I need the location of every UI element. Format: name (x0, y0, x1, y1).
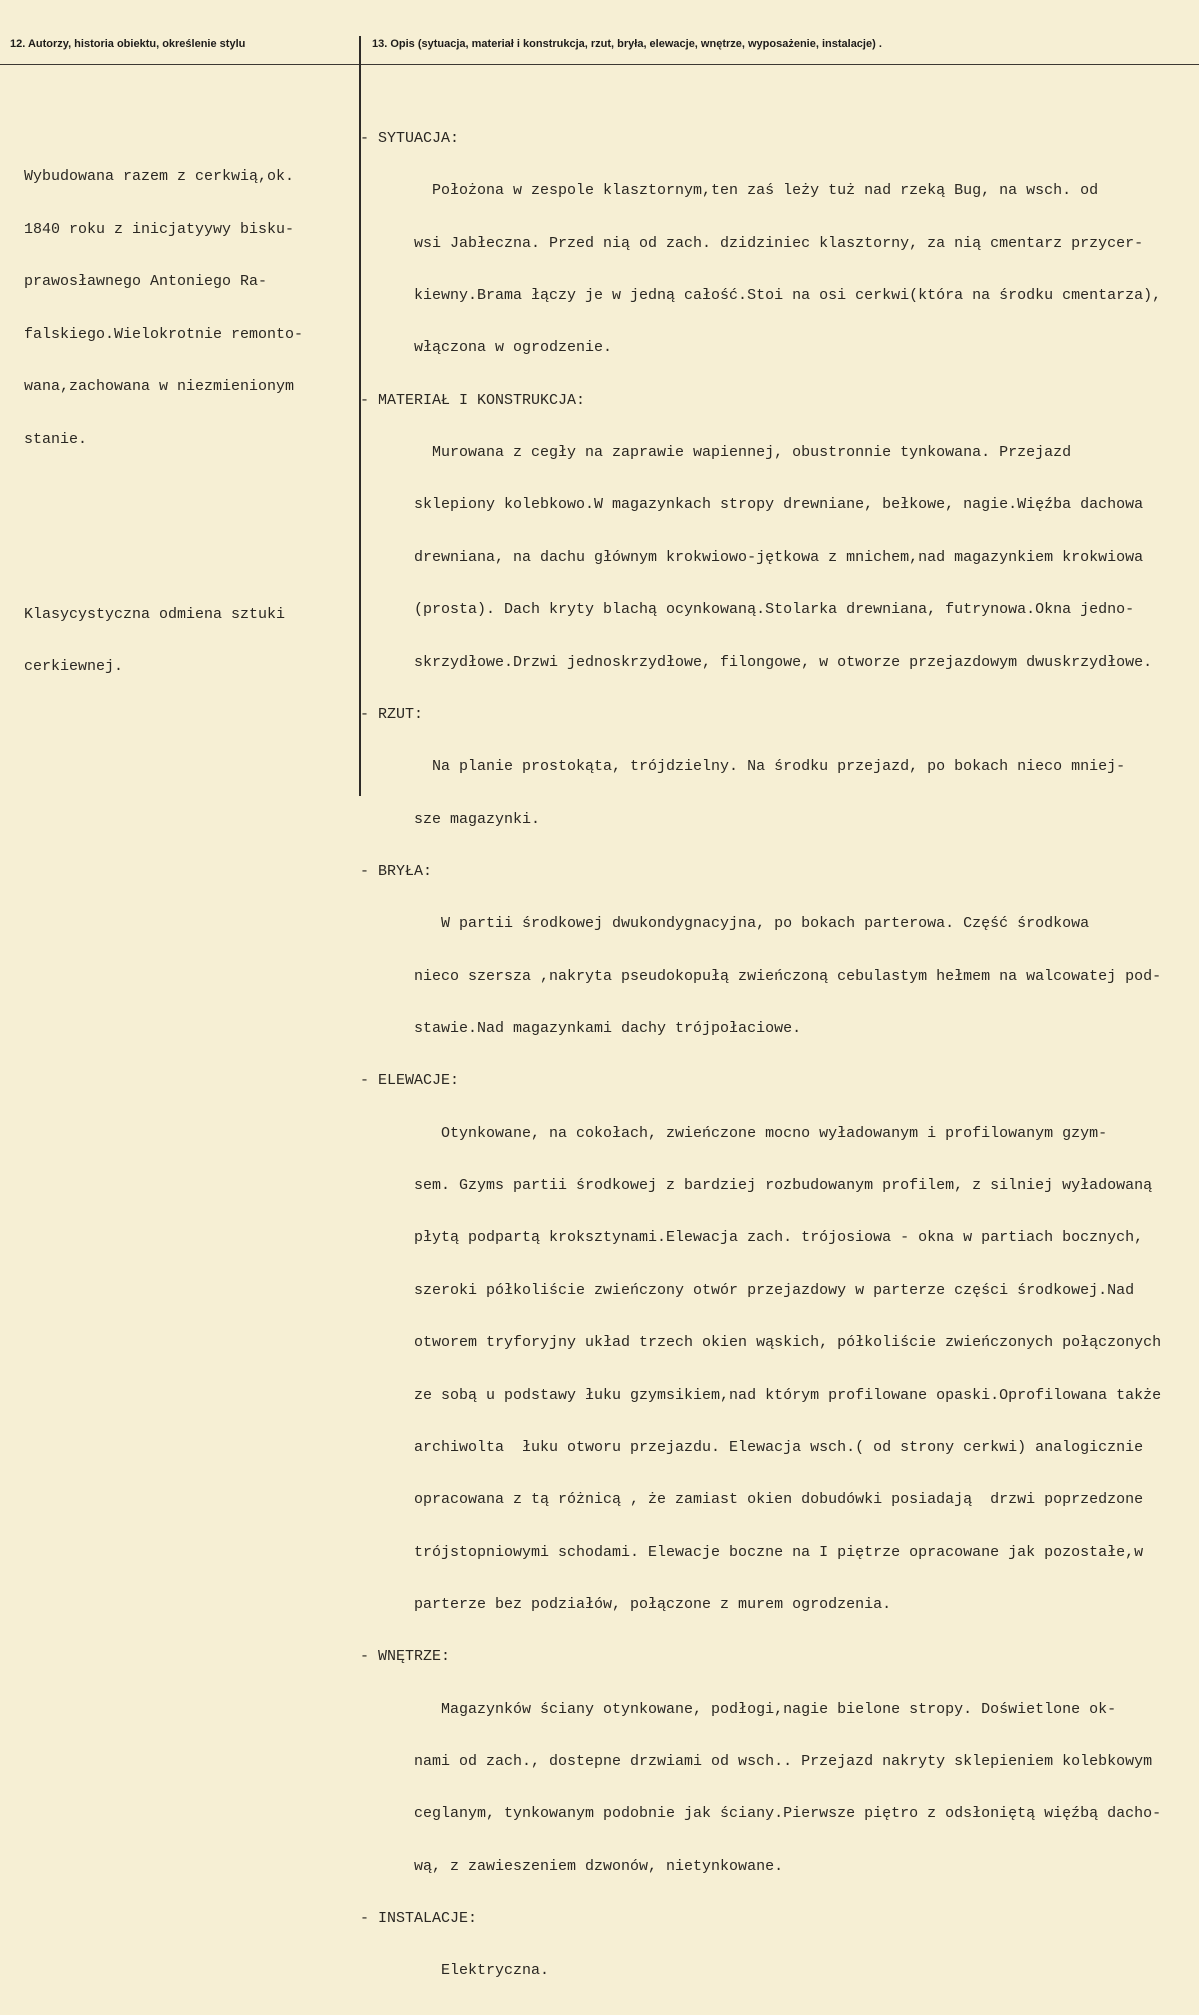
text-line: Wybudowana razem z cerkwią,ok. (24, 168, 295, 185)
text-line: prawosławnego Antoniego Ra- (24, 273, 268, 290)
section-heading-instalacje: - INSTALACJE: (360, 1910, 478, 1928)
text-line: Elektryczna. (360, 1962, 550, 1980)
section-heading-material: - MATERIAŁ I KONSTRUKCJA: (360, 391, 586, 409)
section-12-header: 12. Autorzy, historia obiektu, określenie stylu (10, 38, 246, 50)
history-paragraph-1 (24, 133, 349, 483)
text-line: włączona w ogrodzenie. (360, 339, 613, 357)
text-line: Klasycystyczna odmiena sztuki (24, 605, 286, 623)
text-line: wą, z zawieszeniem dzwonów, nietynkowane. (360, 1857, 784, 1875)
text-line: skrzydłowe.Drzwi jednoskrzydłowe, filongowe, w otworze przejazdowym dwuskrzydłowe. (360, 653, 1153, 671)
description-text (360, 95, 1198, 2015)
text-line: wsi Jabłeczna. Przed nią od zach. dzidziniec klasztorny, za nią cmentarz przycer- (360, 234, 1144, 252)
history-text (24, 98, 349, 746)
section-heading-sytuacja: - SYTUACJA: (360, 129, 460, 147)
text-line: stanie. (24, 430, 88, 448)
text-line: drewniana, na dachu głównym krokwiowo-jętkowa z mnichem,nad magazynkiem krokwiowa (360, 548, 1144, 566)
text-line: opracowana z tą różnicą , że zamiast okien dobudówki posiadają drzwi poprzedzone (360, 1491, 1144, 1509)
history-paragraph-2 (24, 571, 349, 711)
section-heading-elewacje: - ELEWACJE: (360, 1072, 460, 1090)
text-line: cerkiewnej. (24, 658, 124, 675)
text-line: Na planie prostokąta, trójdzielny. Na środku przejazd, po bokach nieco mniej- (360, 758, 1126, 776)
section-heading-wnetrze: - WNĘTRZE: (360, 1648, 451, 1666)
text-line: kiewny.Brama łączy je w jedną całość.Stoi na osi cerkwi(która na środku cmentarza), (360, 286, 1162, 304)
paragraph-gap (24, 518, 349, 536)
text-line: stawie.Nad magazynkami dachy trójpołaciowe. (360, 1020, 802, 1038)
text-line: (prosta). Dach kryty blachą ocynkowaną.Stolarka drewniana, futrynowa.Okna jedno- (360, 601, 1135, 619)
text-line: sem. Gzyms partii środkowej z bardziej rozbudowanym profilem, z silniej wyładowaną (360, 1177, 1153, 1195)
header-divider (0, 64, 1199, 65)
text-line: archiwolta łuku otworu przejazdu. Elewacja wsch.( od strony cerkwi) analogicznie (360, 1438, 1144, 1456)
text-line: parterze bez podziałów, połączone z murem ogrodzenia. (360, 1595, 892, 1613)
text-line: sklepiony kolebkowo.W magazynkach stropy drewniane, bełkowe, nagie.Więźba dachowa (360, 496, 1144, 514)
text-line: Magazynków ściany otynkowane, podłogi,nagie bielone stropy. Doświetlone ok- (360, 1700, 1117, 1718)
text-line: trójstopniowymi schodami. Elewacje boczne na I piętrze opracowane jak pozostałe,w (360, 1543, 1144, 1561)
text-line: wana,zachowana w niezmienionym (24, 378, 295, 395)
text-line: 1840 roku z inicjatyywy bisku- (24, 220, 295, 238)
text-line: szeroki półkoliście zwieńczony otwór przejazdowy w parterze części środkowej.Nad (360, 1281, 1135, 1299)
section-heading-rzut: - RZUT: (360, 705, 424, 723)
text-line: sze magazynki. (360, 810, 541, 828)
text-line: otworem tryforyjny układ trzech okien wąskich, półkoliście zwieńczonych połączonych (360, 1334, 1162, 1352)
section-13-header: 13. Opis (sytuacja, materiał i konstrukcja, rzut, bryła, elewacje, wnętrze, wyposażenie, instalacje) . (372, 38, 882, 50)
text-line: Murowana z cegły na zaprawie wapiennej, obustronnie tynkowana. Przejazd (360, 444, 1072, 462)
text-line: Położona w zespole klasztornym,ten zaś leży tuż nad rzeką Bug, na wsch. od (360, 182, 1099, 200)
text-line: nami od zach., dostepne drzwiami od wsch.. Przejazd nakryty sklepieniem kolebkowym (360, 1753, 1153, 1771)
text-line: Otynkowane, na cokołach, zwieńczone mocno wyładowanym i profilowanym gzym- (360, 1124, 1108, 1142)
section-heading-bryla: - BRYŁA: (360, 862, 433, 880)
text-line: nieco szersza ,nakryta pseudokopułą zwieńczoną cebulastym hełmem na walcowatej pod- (360, 967, 1162, 985)
text-line: ceglanym, tynkowanym podobnie jak ściany.Pierwsze piętro z odsłoniętą więźbą dacho- (360, 1805, 1162, 1823)
text-line: ze sobą u podstawy łuku gzymsikiem,nad którym profilowane opaski.Oprofilowana także (360, 1386, 1162, 1404)
text-line: falskiego.Wielokrotnie remonto- (24, 325, 304, 343)
text-line: płytą podpartą kroksztynami.Elewacja zach. trójosiowa - okna w partiach bocznych, (360, 1229, 1144, 1247)
text-line: W partii środkowej dwukondygnacyjna, po bokach parterowa. Część środkowa (360, 915, 1090, 933)
